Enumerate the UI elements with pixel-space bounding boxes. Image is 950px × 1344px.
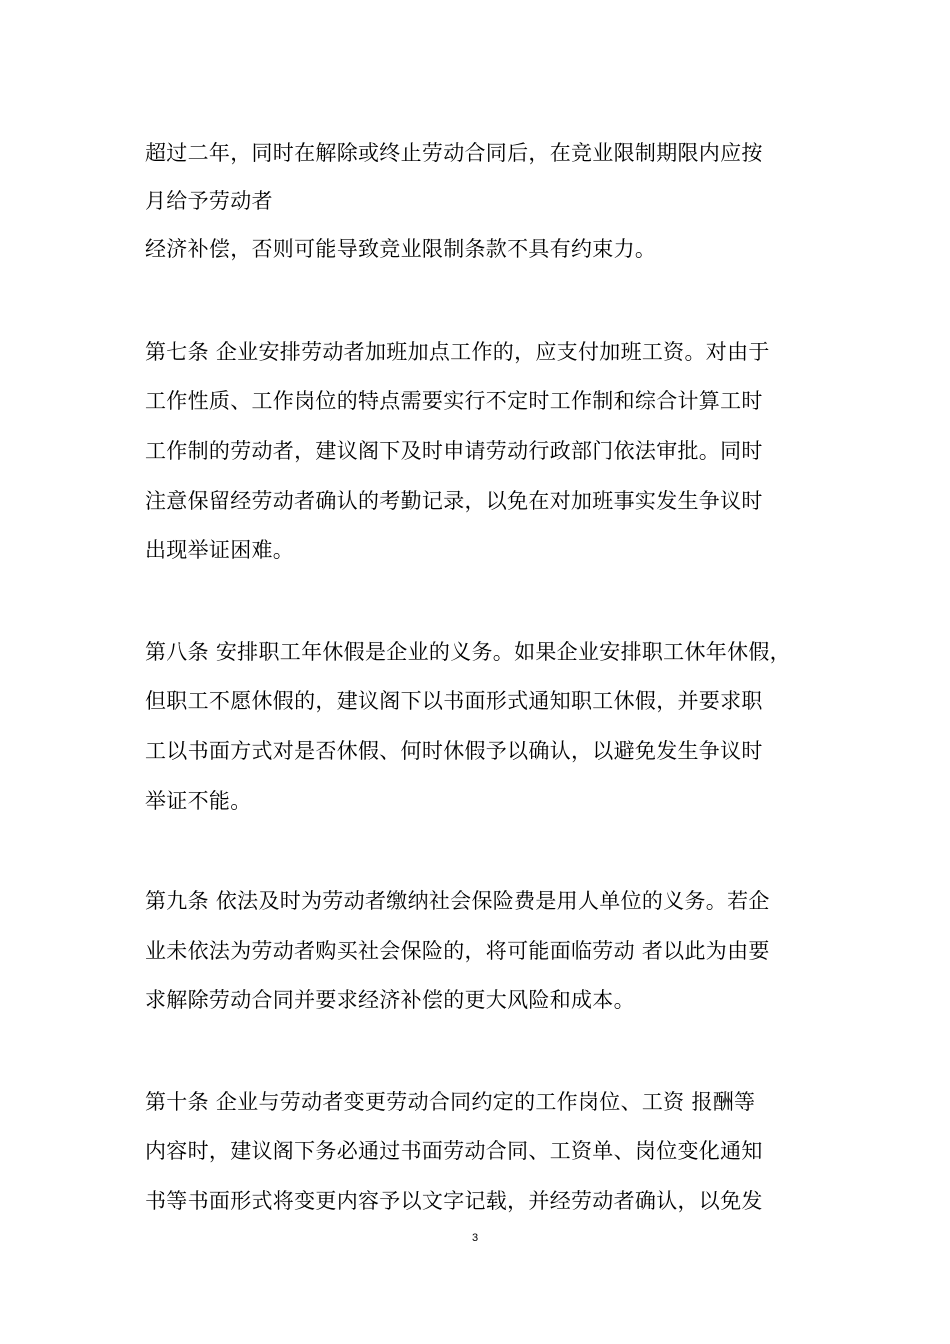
page-number: 3: [471, 1232, 479, 1244]
article-7-line-4: 注意保留经劳动者确认的考勤记录，以免在对加班事实发生争议时: [145, 489, 763, 513]
article-7-line-3: 工作制的劳动者，建议阁下及时申请劳动行政部门依法审批。同时: [145, 439, 763, 463]
article-10-line-1: 第十条 企业与劳动者变更劳动合同约定的工作岗位、工资 报酬等: [145, 1090, 756, 1114]
article-7-line-1: 第七条 企业安排劳动者加班加点工作的，应支付加班工资。对由于: [145, 340, 770, 364]
paragraph-1-line-1: 超过二年，同时在解除或终止劳动合同后，在竞业限制期限内应按: [145, 141, 763, 165]
article-9-line-3: 求解除劳动合同并要求经济补偿的更大风险和成本。: [145, 988, 635, 1012]
article-10-line-3: 书等书面形式将变更内容予以文字记载，并经劳动者确认，以免发: [145, 1189, 763, 1213]
paragraph-1-line-2: 月给予劳动者: [145, 189, 273, 213]
article-8-line-2: 但职工不愿休假的，建议阁下以书面形式通知职工休假，并要求职: [145, 689, 763, 713]
article-10-line-2: 内容时，建议阁下务必通过书面劳动合同、工资单、岗位变化通知: [145, 1139, 763, 1163]
paragraph-1-line-3: 经济补偿，否则可能导致竞业限制条款不具有约束力。: [145, 237, 657, 261]
article-7-line-5: 出现举证困难。: [145, 538, 295, 562]
article-8-line-3: 工以书面方式对是否休假、何时休假予以确认，以避免发生争议时: [145, 739, 763, 763]
article-8-line-4: 举证不能。: [145, 789, 252, 813]
article-8-line-1: 第八条 安排职工年休假是企业的义务。如果企业安排职工休年休假，: [145, 640, 791, 664]
article-7-line-2: 工作性质、工作岗位的特点需要实行不定时工作制和综合计算工时: [145, 389, 763, 413]
article-9-line-1: 第九条 依法及时为劳动者缴纳社会保险费是用人单位的义务。若企: [145, 889, 770, 913]
article-9-line-2: 业未依法为劳动者购买社会保险的，将可能面临劳动 者以此为由要: [145, 939, 770, 963]
